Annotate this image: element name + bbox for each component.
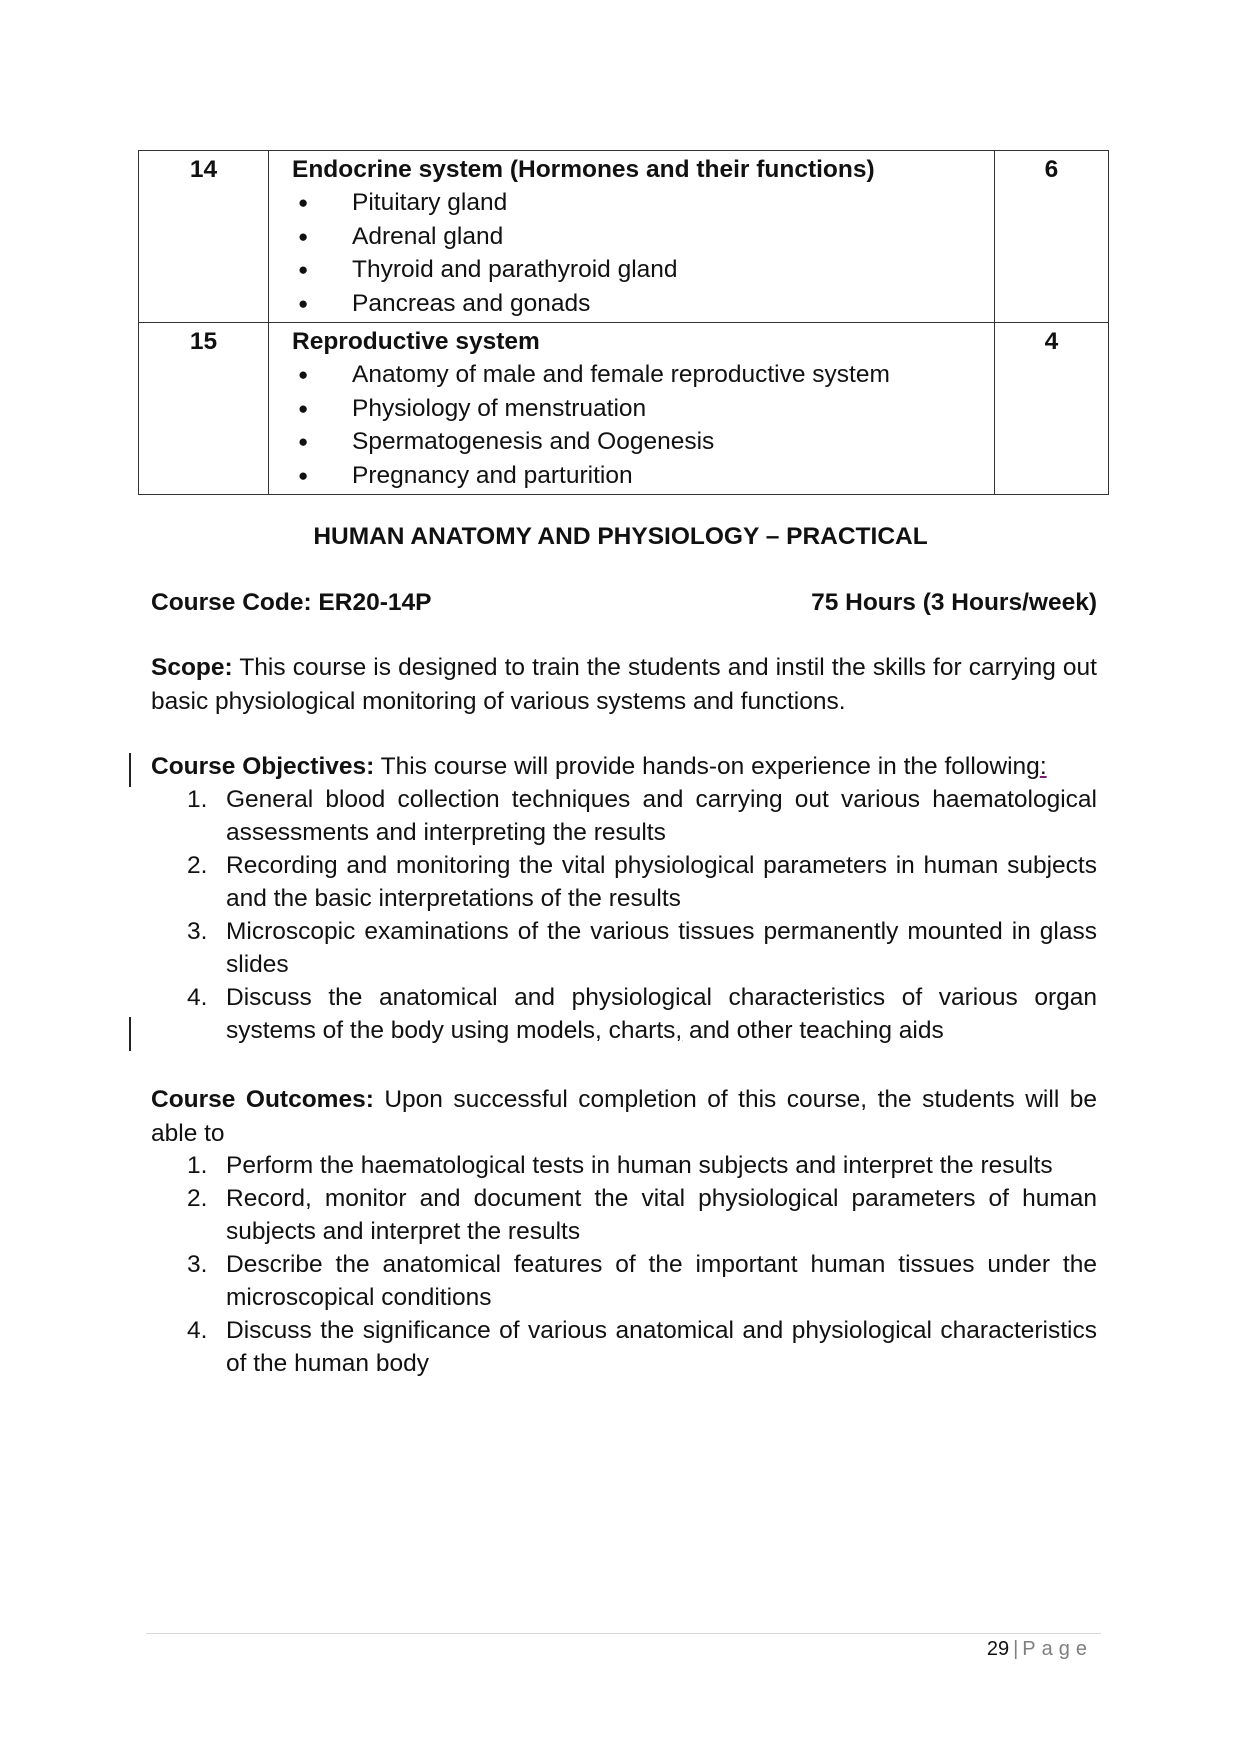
list-item: 4. Discuss the anatomical and physiological characteristics of various organ systems of the body using models, charts, and other teaching aids (187, 984, 1097, 1044)
list-item: 2. Recording and monitoring the vital physiological parameters in human subjects and the basic interpretations of the results (187, 852, 1097, 912)
table-row (139, 323, 1109, 495)
topic-hours: 6 (995, 151, 1109, 323)
list-item: ● Pregnancy and parturition (292, 459, 994, 493)
topic-subitems (292, 358, 994, 492)
outcomes-intro: Upon successful completion of this course, the students will be able to (151, 1086, 1097, 1147)
list-item: 3. Describe the anatomical features of the important human tissues under the microscopical conditions (187, 1251, 1097, 1311)
list-item: 3. Microscopic examinations of the various tissues permanently mounted in glass slides (187, 918, 1097, 978)
outcomes-paragraph (151, 1083, 1097, 1150)
section-title: HUMAN ANATOMY AND PHYSIOLOGY – PRACTICAL (313, 523, 928, 550)
scope-paragraph (151, 651, 1097, 718)
outcomes-label: Course Outcomes: (151, 1086, 374, 1113)
scope-label: Scope: (151, 654, 233, 681)
topic-title: Reproductive system (292, 328, 540, 355)
list-item: ● Pituitary gland (292, 186, 994, 220)
bullet-icon: ● (298, 432, 309, 451)
list-item: 2. Record, monitor and document the vital physiological parameters of human subjects and interpret the results (187, 1185, 1097, 1245)
list-item: ● Anatomy of male and female reproductive system (292, 358, 994, 392)
list-item: ● Spermatogenesis and Oogenesis (292, 425, 994, 459)
footer-divider (146, 1633, 1101, 1634)
table-row (139, 151, 1109, 323)
topic-cell (269, 323, 995, 495)
list-item: ● Adrenal gland (292, 220, 994, 254)
objectives-intro: This course will provide hands-on experience in the following (374, 753, 1040, 780)
topic-hours: 4 (995, 323, 1109, 495)
bullet-icon: ● (298, 226, 309, 246)
list-item: ● Physiology of menstruation (292, 392, 994, 426)
course-hours: 75 Hours (3 Hours/week) (811, 589, 1097, 616)
topic-cell (269, 151, 995, 323)
list-item: ● Thyroid and parathyroid gland (292, 253, 994, 287)
topic-title: Endocrine system (Hormones and their functions) (292, 156, 875, 183)
course-info-line (151, 588, 1097, 618)
list-item: 1. General blood collection techniques and carrying out various haematological assessments and interpreting the results (187, 786, 1097, 846)
objectives-label: Course Objectives: (151, 753, 375, 780)
change-bar (129, 1017, 131, 1051)
topic-number: 14 (139, 151, 269, 323)
list-item: 4. Discuss the significance of various anatomical and physiological characteristics of the human body (187, 1317, 1097, 1377)
bullet-icon: ● (298, 260, 309, 279)
objectives-list (151, 783, 1097, 1047)
list-item: 1. Perform the haematological tests in human subjects and interpret the results (187, 1152, 1053, 1179)
bullet-icon: ● (298, 365, 309, 384)
page-label: Page (1022, 1638, 1093, 1660)
topic-number: 15 (139, 323, 269, 495)
outcomes-list (151, 1149, 1097, 1380)
objectives-heading (151, 750, 1097, 784)
bullet-icon: ● (298, 398, 309, 418)
topic-subitems (292, 186, 994, 320)
objectives-colon: : (1039, 753, 1047, 780)
scope-text: This course is designed to train the students and instil the skills for carrying out basic physiological monitoring of various systems and functions. (151, 654, 1097, 715)
page-number: 29 (986, 1638, 1010, 1660)
bullet-icon: ● (298, 293, 309, 313)
course-code: Course Code: ER20-14P (151, 589, 432, 616)
bullet-icon: ● (298, 465, 309, 485)
change-bar (129, 753, 131, 787)
footer-separator: | (1013, 1638, 1019, 1660)
topics-table (138, 150, 1109, 495)
bullet-icon: ● (298, 193, 309, 212)
list-item: ● Pancreas and gonads (292, 287, 994, 321)
page-footer (987, 1637, 1093, 1661)
